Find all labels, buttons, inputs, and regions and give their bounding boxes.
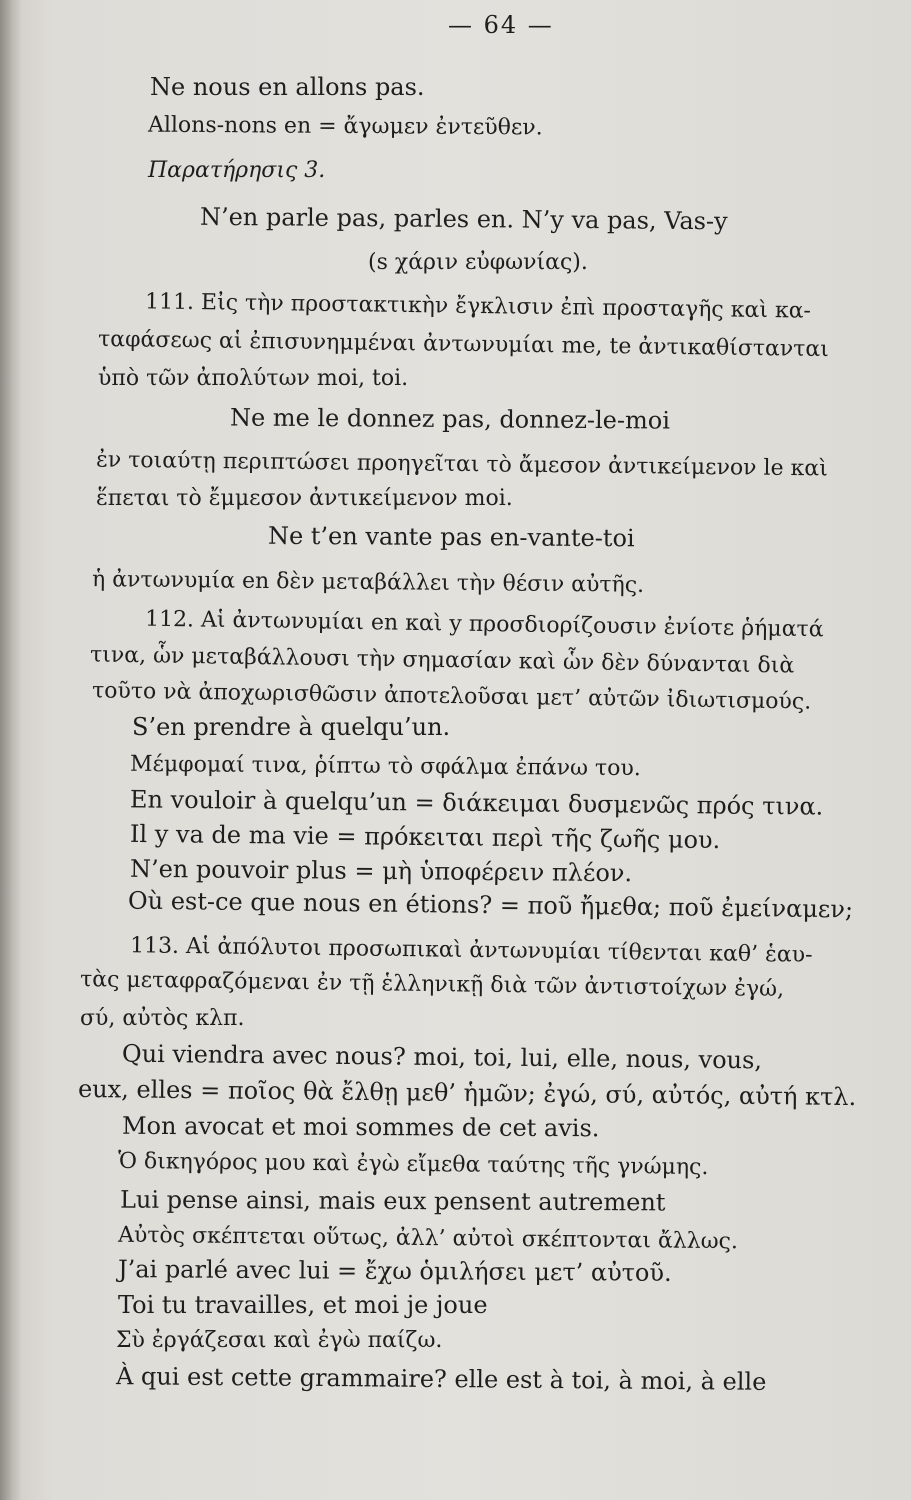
example-line: eux, elles = ποῖος θὰ ἔλθῃ μεθ’ ἡμῶν; ἐγώ, σύ, αὐτός, αὐτή κτλ.	[77, 1074, 857, 1112]
example-line: Ne t’en vante pas en-vante-toi	[267, 521, 635, 553]
paragraph-112-line: τινα, ὧν μεταβάλλουσι τὴν σημασίαν καὶ ὧν δὲν δύνανται διὰ	[89, 642, 795, 679]
example-line: Il y va de ma vie = πρόκειται περὶ τῆς ζωῆς μου.	[129, 819, 721, 855]
text-line: Ὁ δικηγόρος μου καὶ ἐγὼ εἴμεθα ταύτης τῆς γνώμης.	[117, 1148, 709, 1181]
example-line: N’en pouvoir plus = μὴ ὑποφέρειν πλέον.	[129, 854, 633, 888]
paragraph-112-line: 112. Αἱ ἀντωνυμίαι en καὶ y προσδιορίζουσιν ἐνίοτε ῥήματά	[144, 606, 824, 643]
paragraph-111-line: 111. Εἰς τὴν προστακτικὴν ἔγκλισιν ἐπὶ προσταγῆς καὶ κα-	[144, 289, 812, 324]
paragraph-112-line: τοῦτο νὰ ἀποχωρισθῶσιν ἀποτελοῦσαι μετ’ αὐτῶν ἰδιωτισμούς.	[91, 678, 812, 715]
paragraph-111-line: ταφάσεως αἱ ἐπισυνημμέναι ἀντωνυμίαι me, te ἀντικαθίστανται	[97, 326, 830, 363]
binding-shadow	[0, 0, 22, 1500]
text-line: ἐν τοιαύτῃ περιπτώσει προηγεῖται τὸ ἄμεσον ἀντικείμενον le καὶ	[95, 447, 828, 482]
paragraph-113-line: τὰς μεταφραζόμεναι ἐν τῇ ἑλληνικῇ διὰ τῶν ἀντιστοίχων ἐγώ,	[79, 967, 785, 1002]
paragraph-111-line: ὑπὸ τῶν ἀπολύτων moi, toi.	[98, 366, 409, 391]
example-line: À qui est cette grammaire? elle est à toi, à moi, à elle	[115, 1362, 767, 1396]
text-line: N’en parle pas, parles en. N’y va pas, Vas-y	[199, 202, 728, 236]
text-line: Allons-nons en = ἄγωμεν ἐντεῦθεν.	[147, 112, 543, 141]
example-line: Lui pense ainsi, mais eux pensent autrement	[119, 1185, 666, 1217]
example-line: S’en prendre à quelqu’un.	[132, 713, 451, 741]
paragraph-113-line: 113. Αἱ ἀπόλυτοι προσωπικαὶ ἀντωνυμίαι τίθενται καθ’ ἑαυ-	[129, 933, 813, 968]
text-line: Μέμφομαί τινα, ῥίπτω τὸ σφάλμα ἐπάνω του.	[129, 751, 641, 782]
example-line: Qui viendra avec nous? moi, toi, lui, elle, nous, vous,	[121, 1039, 763, 1075]
page-number: — 64 —	[448, 11, 554, 39]
text-line: Ne nous en allons pas.	[150, 73, 425, 101]
example-line: J’ai parlé avec lui = ἔχω ὁμιλήσει μετ’ αὐτοῦ.	[117, 1255, 672, 1287]
example-line: Ne me le donnez pas, donnez-le-moi	[229, 403, 671, 435]
text-line: ἡ ἀντωνυμία en δὲν μεταβάλλει τὴν θέσιν αὐτῆς.	[91, 567, 645, 598]
example-line: En vouloir à quelqu’un = διάκειμαι δυσμενῶς πρός τινα.	[129, 785, 824, 821]
paragraph-113-line: σύ, αὐτὸς κλπ.	[80, 1006, 245, 1031]
example-line: Toi tu travailles, et moi je joue	[118, 1291, 488, 1319]
example-line: Mon avocat et moi sommes de cet avis.	[121, 1111, 600, 1143]
example-line: Où est-ce que nous en étions? = ποῦ ἤμεθα; ποῦ ἐμείναμεν;	[127, 886, 854, 924]
text-line: Αὐτὸς σκέπτεται οὕτως, ἀλλ’ αὐτοὶ σκέπτονται ἄλλως.	[117, 1222, 739, 1255]
remark-heading: Παρατήρησις 3.	[148, 158, 326, 183]
text-line: Σὺ ἐργάζεσαι καὶ ἐγὼ παίζω.	[116, 1328, 443, 1353]
text-line: (s χάριν εὐφωνίας).	[368, 250, 588, 275]
text-line: ἕπεται τὸ ἔμμεσον ἀντικείμενον moi.	[96, 486, 513, 511]
